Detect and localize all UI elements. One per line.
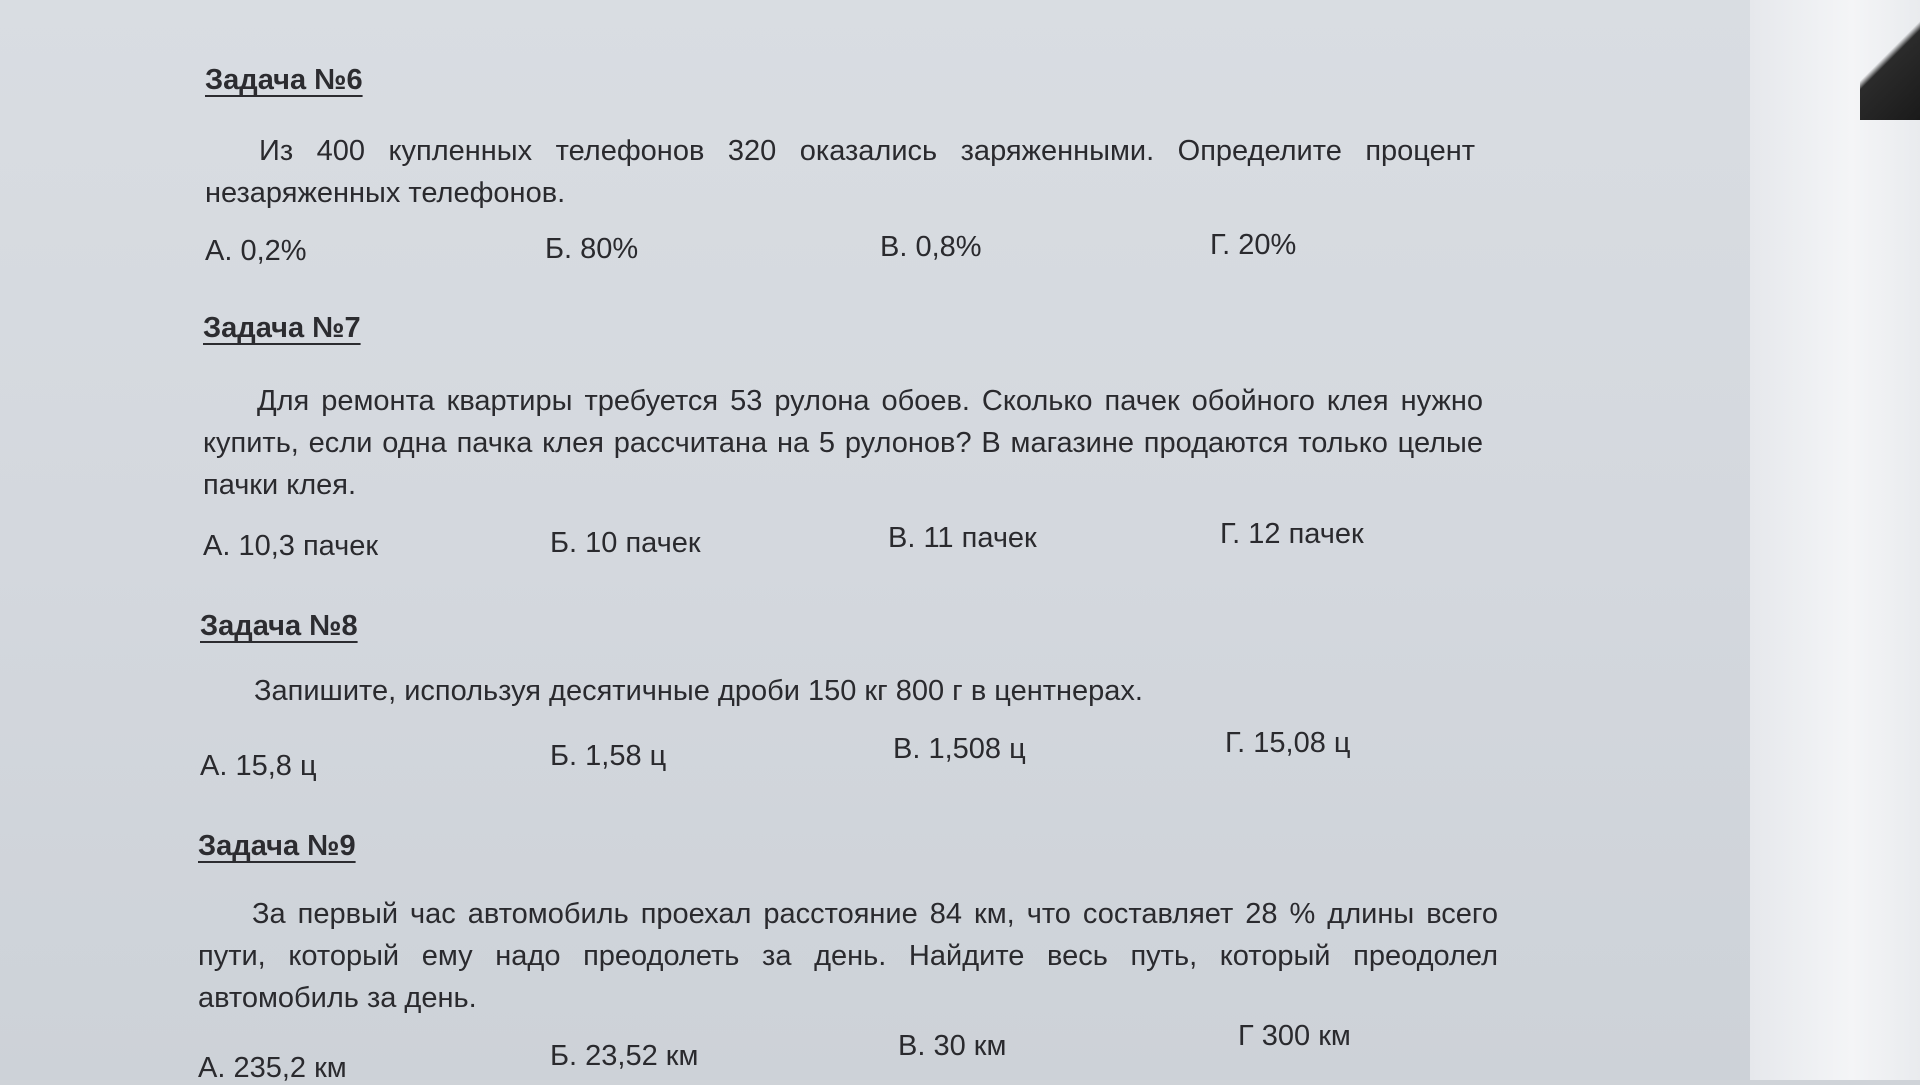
task-6-text: Из 400 купленных телефонов 320 оказались заряженными. Определите процент незаряженных телефонов.	[205, 135, 1475, 209]
task-7-title: Задача №7	[203, 312, 361, 344]
page-corner	[1860, 0, 1920, 120]
task-8-option-d: Г. 15,08 ц	[1225, 727, 1351, 759]
task-7-option-d: Г. 12 пачек	[1220, 518, 1364, 550]
task-7-option-b: Б. 10 пачек	[550, 527, 701, 559]
task-7-option-c: В. 11 пачек	[888, 522, 1037, 554]
page-edge	[1750, 0, 1920, 1080]
task-8-option-c: В. 1,508 ц	[893, 733, 1026, 765]
task-6-option-c: В. 0,8%	[880, 231, 982, 263]
task-7-option-a: А. 10,3 пачек	[203, 530, 379, 562]
task-9-text: За первый час автомобиль проехал расстояние 84 км, что составляет 28 % длины всего пути, который ему надо преодолеть за день. Найдите весь путь, который преодолел автомобиль за день.	[198, 898, 1498, 1014]
task-6-option-d: Г. 20%	[1210, 229, 1297, 261]
task-9-option-a: А. 235,2 км	[198, 1052, 347, 1084]
task-9-option-c: В. 30 км	[898, 1030, 1007, 1062]
task-8-option-a: А. 15,8 ц	[200, 750, 317, 782]
task-8-text: Запишите, используя десятичные дроби 150 кг 800 г в центнерах.	[254, 675, 1143, 707]
task-6-title: Задача №6	[205, 64, 363, 96]
task-6-option-a: А. 0,2%	[205, 235, 307, 267]
task-7-text: Для ремонта квартиры требуется 53 рулона обоев. Сколько пачек обойного клея нужно купить, если одна пачка клея рассчитана на 5 рулонов? В магазине продаются только целые пачки клея.	[203, 385, 1483, 501]
task-9-option-b: Б. 23,52 км	[550, 1040, 699, 1072]
task-9-title: Задача №9	[198, 830, 356, 862]
task-6-option-b: Б. 80%	[545, 233, 639, 265]
task-8-option-b: Б. 1,58 ц	[550, 740, 667, 772]
task-8-title: Задача №8	[200, 610, 358, 642]
task-9-option-d: Г 300 км	[1238, 1020, 1351, 1052]
